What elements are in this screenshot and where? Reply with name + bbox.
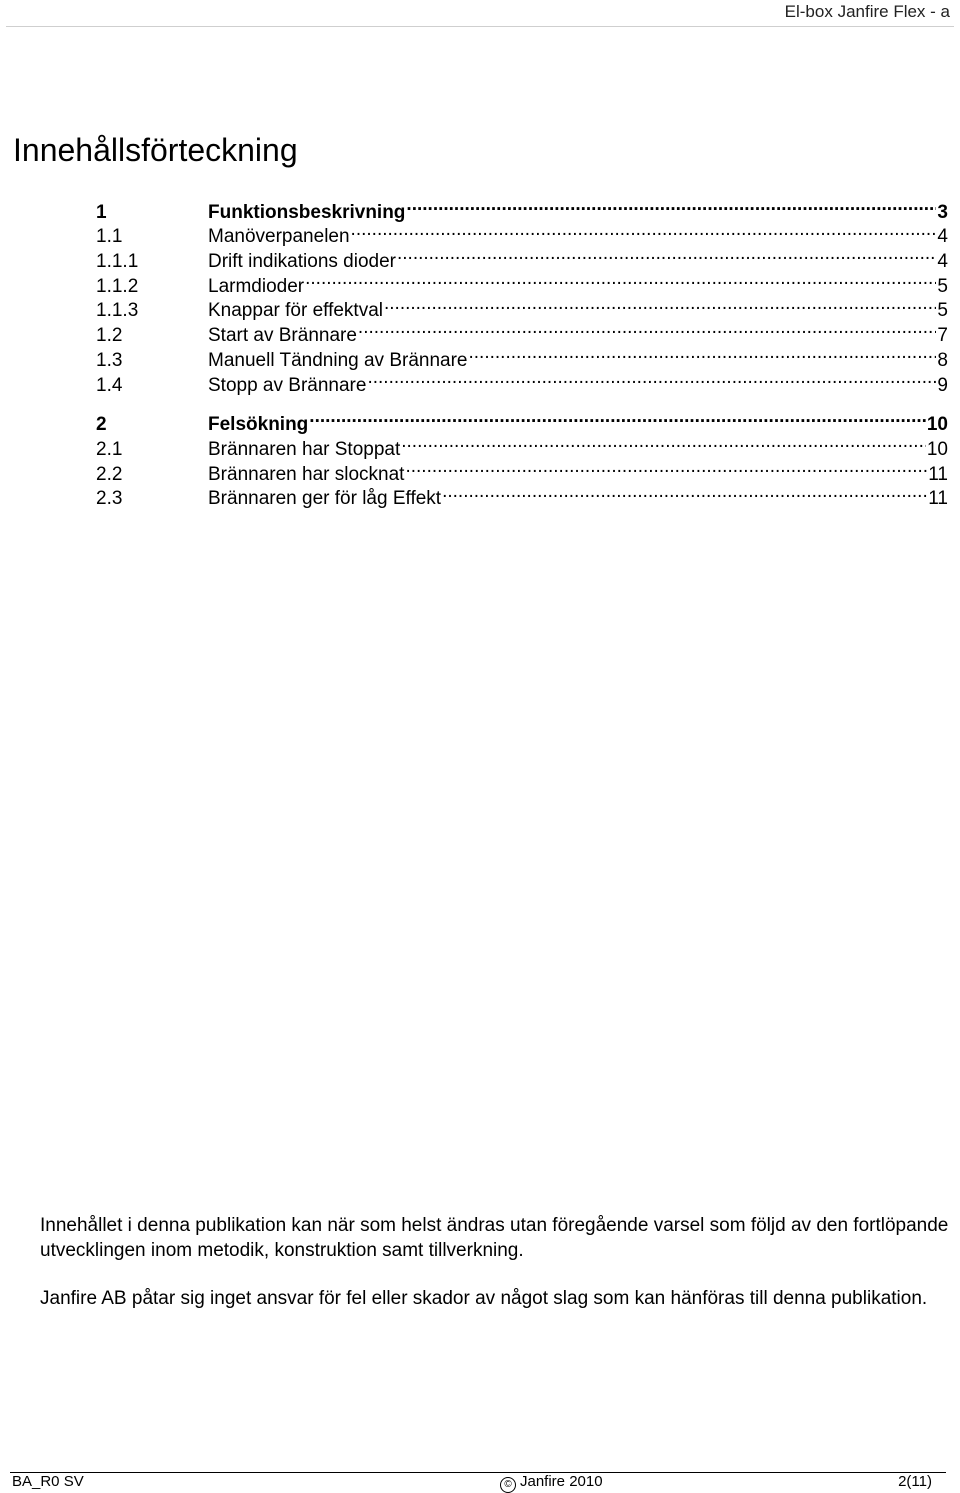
- toc-entry-number: 1.2: [96, 325, 123, 347]
- toc-entry-title: Knappar för effektval: [208, 300, 383, 322]
- disclaimer: [40, 1214, 960, 1336]
- toc-entry-number: 1.1.3: [96, 300, 139, 322]
- toc-entry[interactable]: [96, 193, 948, 223]
- toc-entry-title: Funktionsbeskrivning: [208, 201, 406, 223]
- toc-entry-page: 9: [937, 374, 948, 396]
- toc-entry-number: 1: [96, 201, 107, 223]
- toc-entry-title: Stopp av Brännare: [208, 374, 367, 396]
- toc-heading: Innehållsförteckning: [13, 132, 298, 168]
- table-of-contents: [96, 193, 948, 510]
- toc-entry-title: Larmdioder: [208, 275, 305, 297]
- toc-entry-page: 7: [937, 325, 948, 347]
- toc-entry-title: Brännaren har Stoppat: [208, 438, 401, 460]
- header-divider: [6, 26, 954, 27]
- toc-entry-number: 2.2: [96, 463, 123, 485]
- toc-entry-page: 11: [928, 463, 948, 485]
- toc-entry-number: 1.1.1: [96, 251, 139, 273]
- toc-entry-title: Brännaren ger för låg Effekt: [208, 488, 442, 510]
- toc-dot-leader: [305, 267, 936, 292]
- toc-entry-number: 2.3: [96, 488, 123, 510]
- copyright-icon: ©: [500, 1477, 516, 1493]
- toc-entry-page: 5: [937, 300, 948, 322]
- disclaimer-paragraph: Innehållet i denna publikation kan när som helst ändras utan föregående varsel som följd av den fortlöpande utvecklingen inom metodik, konstruktion samt tillverkning.: [40, 1215, 949, 1261]
- toc-entry-page: 4: [937, 226, 948, 248]
- toc-dot-leader: [442, 480, 927, 505]
- toc-entry-page: 4: [937, 251, 948, 273]
- toc-entry-page: 8: [937, 349, 948, 371]
- document-title: El-box Janfire Flex - a: [784, 2, 950, 21]
- toc-dot-leader: [358, 316, 937, 341]
- toc-dot-leader: [405, 455, 927, 480]
- toc-entry-page: 3: [937, 201, 948, 223]
- page-indicator: 2(11): [898, 1473, 932, 1490]
- copyright-text: Janfire 2010: [520, 1473, 603, 1490]
- toc-entry-title: Manuell Tändning av Brännare: [208, 349, 468, 371]
- toc-entry-page: 10: [926, 414, 948, 436]
- toc-entry[interactable]: [96, 406, 948, 436]
- toc-entry-title: Manöverpanelen: [208, 226, 350, 248]
- toc-entry-page: 10: [926, 438, 948, 460]
- toc-entry-number: 1.4: [96, 374, 123, 396]
- toc-entry-page: 5: [937, 275, 948, 297]
- copyright-notice: [500, 1473, 603, 1493]
- toc-dot-leader: [401, 430, 926, 455]
- toc-entry-title: Drift indikations dioder: [208, 251, 396, 273]
- toc-entry-number: 1.1: [96, 226, 123, 248]
- toc-entry-page: 11: [928, 488, 948, 510]
- toc-entry-number: 2.1: [96, 438, 123, 460]
- document-id: BA_R0 SV: [12, 1473, 84, 1490]
- toc-dot-leader: [351, 218, 937, 243]
- toc-dot-leader: [309, 406, 926, 431]
- toc-dot-leader: [384, 292, 936, 317]
- toc-entry-title: Felsökning: [208, 414, 309, 436]
- disclaimer-paragraph: Janfire AB påtar sig inget ansvar för fel eller skador av något slag som kan hänföras till denna publikation.: [40, 1288, 928, 1309]
- toc-entry-title: Brännaren har slocknat: [208, 463, 405, 485]
- toc-entry-number: 1.3: [96, 349, 123, 371]
- toc-dot-leader: [397, 242, 936, 267]
- toc-entry-number: 1.1.2: [96, 275, 139, 297]
- toc-dot-leader: [367, 366, 936, 391]
- toc-dot-leader: [469, 341, 937, 366]
- page-footer: [12, 1473, 932, 1493]
- toc-entry-number: 2: [96, 414, 107, 436]
- toc-dot-leader: [406, 193, 936, 218]
- toc-entry-title: Start av Brännare: [208, 325, 357, 347]
